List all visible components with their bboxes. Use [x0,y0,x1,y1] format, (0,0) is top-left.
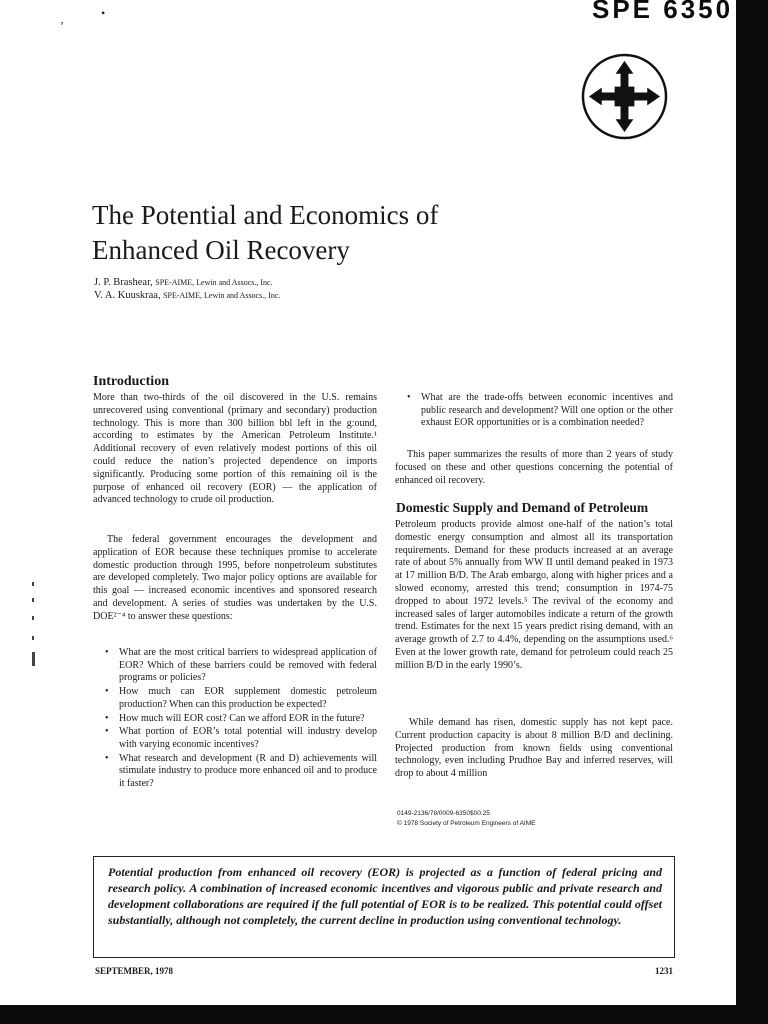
scan-bottom-border [0,1005,768,1024]
title-line-2: Enhanced Oil Recovery [92,235,350,265]
question-item [395,392,673,430]
margin-mark [32,582,34,586]
question-text: How much can EOR supplement domestic petroleum production? When can this production be expected? [119,686,377,710]
paper-title [92,198,532,268]
bullet-icon: • [105,752,109,764]
margin-mark [32,598,34,602]
question-text: What portion of EOR’s total potential will industry develop with varying economic incentives? [119,726,377,750]
author-2 [94,290,280,301]
question-text: What are the trade-offs between economic incentives and public research and development? Will one option or the other exhaust EOR opportunities or is a combination needed? [421,392,673,429]
intro-paragraph-1: More than two-thirds of the oil discovered in the U.S. remains unrecovered using conventional (primary and secondary) production technology. This is more than 300 billion bbl left in the g:ound, according to estimates by the American Petroleum Institute.¹ Additional recovery of even relatively modest portions of this oil could reduce the nation’s projected dependence on imports significantly. Producing some portion of this remaining oil is the purpose of enhanced oil recovery (EOR) — the application of advanced technology to crude oil production. [93,392,377,506]
author-2-affiliation: SPE-AIME, Lewin and Assocs., Inc. [163,291,281,300]
scan-right-border [736,0,768,1024]
margin-mark [32,652,35,666]
margin-mark [32,616,34,620]
abstract-box [93,856,675,958]
supply-demand-heading: Domestic Supply and Demand of Petroleum [396,500,649,515]
summary-paragraph: This paper summarizes the results of more than 2 years of study focused on these and other questions concerning the potential of enhanced oil recovery. [395,449,673,486]
question-list [93,647,377,792]
question-list-continued [395,392,673,431]
title-line-1: The Potential and Economics of [92,200,439,230]
copyright-code: 0149-2136/78/0009-6350$00.25 [397,810,490,817]
supply-paragraph-2: While demand has risen, domestic supply has not kept pace. Current production capacity is about 8 million B/D and declining. Projected production from known fields using conventional technology, even including Prudhoe Bay and inferred reserves, will drop to about 4 million [395,717,673,780]
abstract-text: Potential production from enhanced oil recovery (EOR) is projected as a function of federal pricing and research policy. A combination of increased economic incentives and vigorous public and private research and development collaborations are required if the full potential of EOR is to be realized. This potential could offset substantially, although not completely, the current decline in production using conventional technology. [108,865,662,927]
question-item [93,713,377,726]
bullet-icon: • [105,647,109,658]
bullet-icon: • [105,726,109,738]
supply-paragraph-1: Petroleum products provide almost one-half of the nation’s total domestic energy consumption and almost all its transportation requirements. Demand for these products increased at an average rate of about 5% annually from WW II until demand peaked in 1973 at 17 million B/D. The Arab embargo, along with higher prices and a slowed economy, arrested this trend; consumption in 1974-75 dropped to about 1972 levels.⁵ The revival of the economy and increased sales of larger automobiles indicate a return of the growth trend. Estimates for the next 15 years predict rising demand, with an average growth of 2.7 to 4.4%, depending on the assumptions used.⁶ Even at the lower growth rate, demand for petroleum could reach 25 million B/D in the early 1990’s. [395,519,673,671]
spe-logo-icon [581,53,668,140]
stray-mark-1: ‚ [60,12,64,26]
author-1-name: J. P. Brashear, [94,277,153,288]
introduction-heading: Introduction [93,374,169,389]
intro-paragraph-2: The federal government encourages the development and application of EOR because these techniques promise to accelerate domestic production through 1995, before nonpetroleum substitutes are developed completely. Two major policy options are available for this goal — increased economic incentives and sponsored research and development. A series of studies was undertaken by the U.S. DOE²⁻⁴ to answer these questions: [93,534,377,622]
author-1-affiliation: SPE-AIME, Lewin and Assocs., Inc. [155,278,273,287]
spe-paper-number: SPE 6350 [592,0,734,24]
question-text: What research and development (R and D) achievements will stimulate industry to produce more enhanced oil and to produce it faster? [119,752,377,790]
stray-mark-2: • [101,6,106,20]
question-item [93,726,377,751]
question-item [93,647,377,685]
question-text: How much will EOR cost? Can we afford EOR in the future? [119,712,365,724]
bullet-icon: • [105,712,109,724]
question-item [93,686,377,711]
footer-date: SEPTEMBER, 1978 [95,966,174,976]
footer-page-number: 1231 [655,966,673,976]
margin-mark [32,636,34,640]
author-1 [94,277,273,288]
bullet-icon: • [407,392,411,403]
copyright-notice: © 1978 Society of Petroleum Engineers of AIME [397,820,536,827]
bullet-icon: • [105,686,109,698]
question-item [93,753,377,791]
author-2-name: V. A. Kuuskraa, [94,290,161,301]
question-text: What are the most critical barriers to widespread application of EOR? Which of these barriers could be removed with federal programs or policies? [119,647,377,684]
